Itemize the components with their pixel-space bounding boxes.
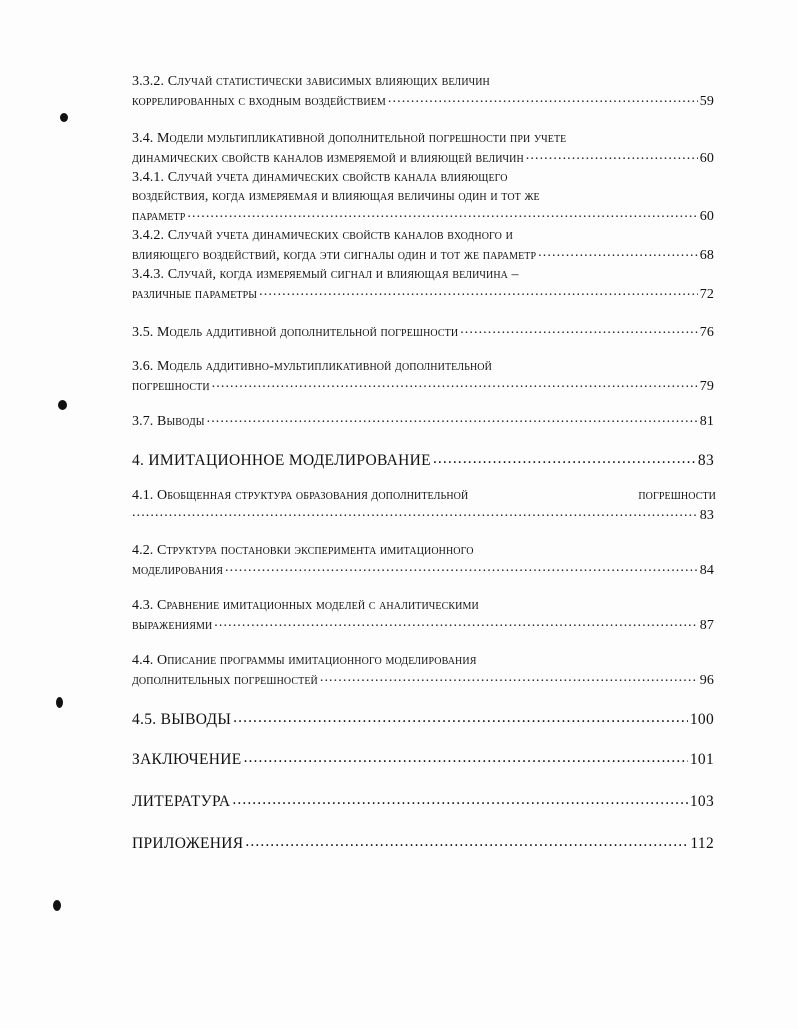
page-number: 100: [689, 711, 714, 728]
leader-dots: [320, 670, 698, 684]
page-number: 79: [699, 379, 714, 394]
toc-entry-3-3-2[interactable]: [132, 72, 714, 111]
page-number: 59: [699, 94, 714, 109]
leader-dots: [244, 750, 688, 764]
scan-speck: [53, 900, 61, 911]
leader-dots: [538, 245, 698, 259]
page-number: 84: [699, 563, 714, 578]
page-number: 101: [689, 751, 714, 768]
leader-dots: [388, 91, 698, 105]
leader-dots: [132, 505, 698, 519]
toc-entry-title: 3.6. Модель аддитивно-мультипликативной дополнительной: [132, 359, 492, 374]
table-of-contents: [132, 68, 714, 853]
toc-entry-title: 4.2. Структура постановки эксперимента имитационного: [132, 543, 474, 558]
page-number: 112: [690, 835, 714, 852]
toc-entry-appendices[interactable]: [132, 834, 714, 853]
toc-entry-title: 3.7. Выводы: [132, 414, 205, 429]
toc-entry-title-cont: выражениями: [132, 618, 213, 633]
leader-dots: [232, 792, 687, 806]
toc-entry-title: 4.1. Обобщенная структура образования дополнительной: [132, 488, 469, 503]
toc-entry-title-cont: воздействия, когда измеряемая и влияющая величины один и тот же: [132, 189, 540, 204]
toc-entry-title: 3.4.3. Случай, когда измеряемый сигнал и влияющая величина –: [132, 267, 519, 282]
leader-dots: [207, 411, 698, 425]
leader-dots: [460, 322, 698, 336]
toc-entry-3-5[interactable]: [132, 322, 714, 342]
leader-dots: [225, 560, 698, 574]
toc-entry-4[interactable]: [132, 451, 714, 470]
toc-entry-title: 3.4.1. Случай учета динамических свойств канала влияющего: [132, 170, 508, 185]
scan-speck: [58, 400, 67, 410]
page-number: 68: [699, 248, 714, 263]
page-number: 72: [699, 287, 714, 302]
toc-entry-title-cont: влияющего воздействий, когда эти сигналы один и тот же параметр: [132, 248, 537, 263]
toc-entry-3-4-3[interactable]: [132, 265, 714, 304]
page-number: 76: [699, 325, 714, 340]
toc-entry-title-cont: дополнительных погрешностей: [132, 673, 318, 688]
toc-entry-4-3[interactable]: [132, 596, 714, 635]
toc-entry-literature[interactable]: [132, 792, 714, 811]
toc-entry-3-4[interactable]: [132, 129, 714, 168]
toc-entry-title: ЛИТЕРАТУРА: [132, 793, 231, 810]
toc-entry-4-1[interactable]: [132, 486, 714, 525]
toc-entry-4-4[interactable]: [132, 651, 714, 690]
leader-dots: [259, 284, 698, 298]
toc-entry-title: 4.3. Сравнение имитационных моделей с аналитическими: [132, 598, 479, 613]
toc-entry-title: ЗАКЛЮЧЕНИЕ: [132, 751, 242, 768]
leader-dots: [212, 376, 698, 390]
page-number: 60: [699, 151, 714, 166]
toc-entry-3-6[interactable]: [132, 357, 714, 396]
toc-entry-title-cont: динамических свойств каналов измеряемой и влияющей величин: [132, 151, 524, 166]
toc-entry-title: 3.4.2. Случай учета динамических свойств каналов входного и: [132, 228, 513, 243]
toc-entry-title-cont: различные параметры: [132, 287, 258, 302]
toc-entry-3-7[interactable]: [132, 411, 714, 431]
toc-entry-title: 3.5. Модель аддитивной дополнительной погрешности: [132, 325, 459, 340]
scan-speck: [56, 697, 63, 708]
leader-dots: [233, 710, 688, 724]
toc-entry-4-2[interactable]: [132, 541, 714, 580]
toc-entry-3-4-1[interactable]: [132, 168, 714, 226]
toc-entry-title: ПРИЛОЖЕНИЯ: [132, 835, 244, 852]
toc-entry-title-cont: моделирования: [132, 563, 223, 578]
page-number: 103: [689, 793, 714, 810]
toc-entry-4-5[interactable]: [132, 710, 714, 729]
toc-entry-title: 3.3.2. Случай статистически зависимых влияющих величин: [132, 74, 490, 89]
toc-entry-title: 4. ИМИТАЦИОННОЕ МОДЕЛИРОВАНИЕ: [132, 452, 431, 469]
toc-entry-title: 3.4. Модели мультипликативной дополнительной погрешности при учете: [132, 131, 567, 146]
leader-dots: [187, 206, 697, 220]
leader-dots: [214, 615, 698, 629]
page-number: 81: [699, 414, 714, 429]
toc-entry-title-cont: погрешности: [638, 488, 716, 503]
leader-dots: [245, 834, 688, 848]
toc-entry-3-4-2[interactable]: [132, 226, 714, 265]
toc-entry-conclusion[interactable]: [132, 750, 714, 769]
leader-dots: [526, 148, 698, 162]
page-number: 83: [699, 508, 714, 523]
toc-entry-title: 4.4. Описание программы имитационного моделирования: [132, 653, 477, 668]
toc-entry-title-cont: параметр: [132, 209, 186, 224]
page-number: 87: [699, 618, 714, 633]
page-number: 60: [699, 209, 714, 224]
scan-speck: [60, 113, 68, 122]
page-number: 83: [697, 452, 714, 469]
leader-dots: [433, 451, 696, 465]
toc-entry-title-cont: погрешности: [132, 379, 210, 394]
toc-entry-title: 4.5. ВЫВОДЫ: [132, 711, 232, 728]
toc-entry-title-cont: коррелированных с входным воздействием: [132, 94, 386, 109]
page-number: 96: [699, 673, 714, 688]
